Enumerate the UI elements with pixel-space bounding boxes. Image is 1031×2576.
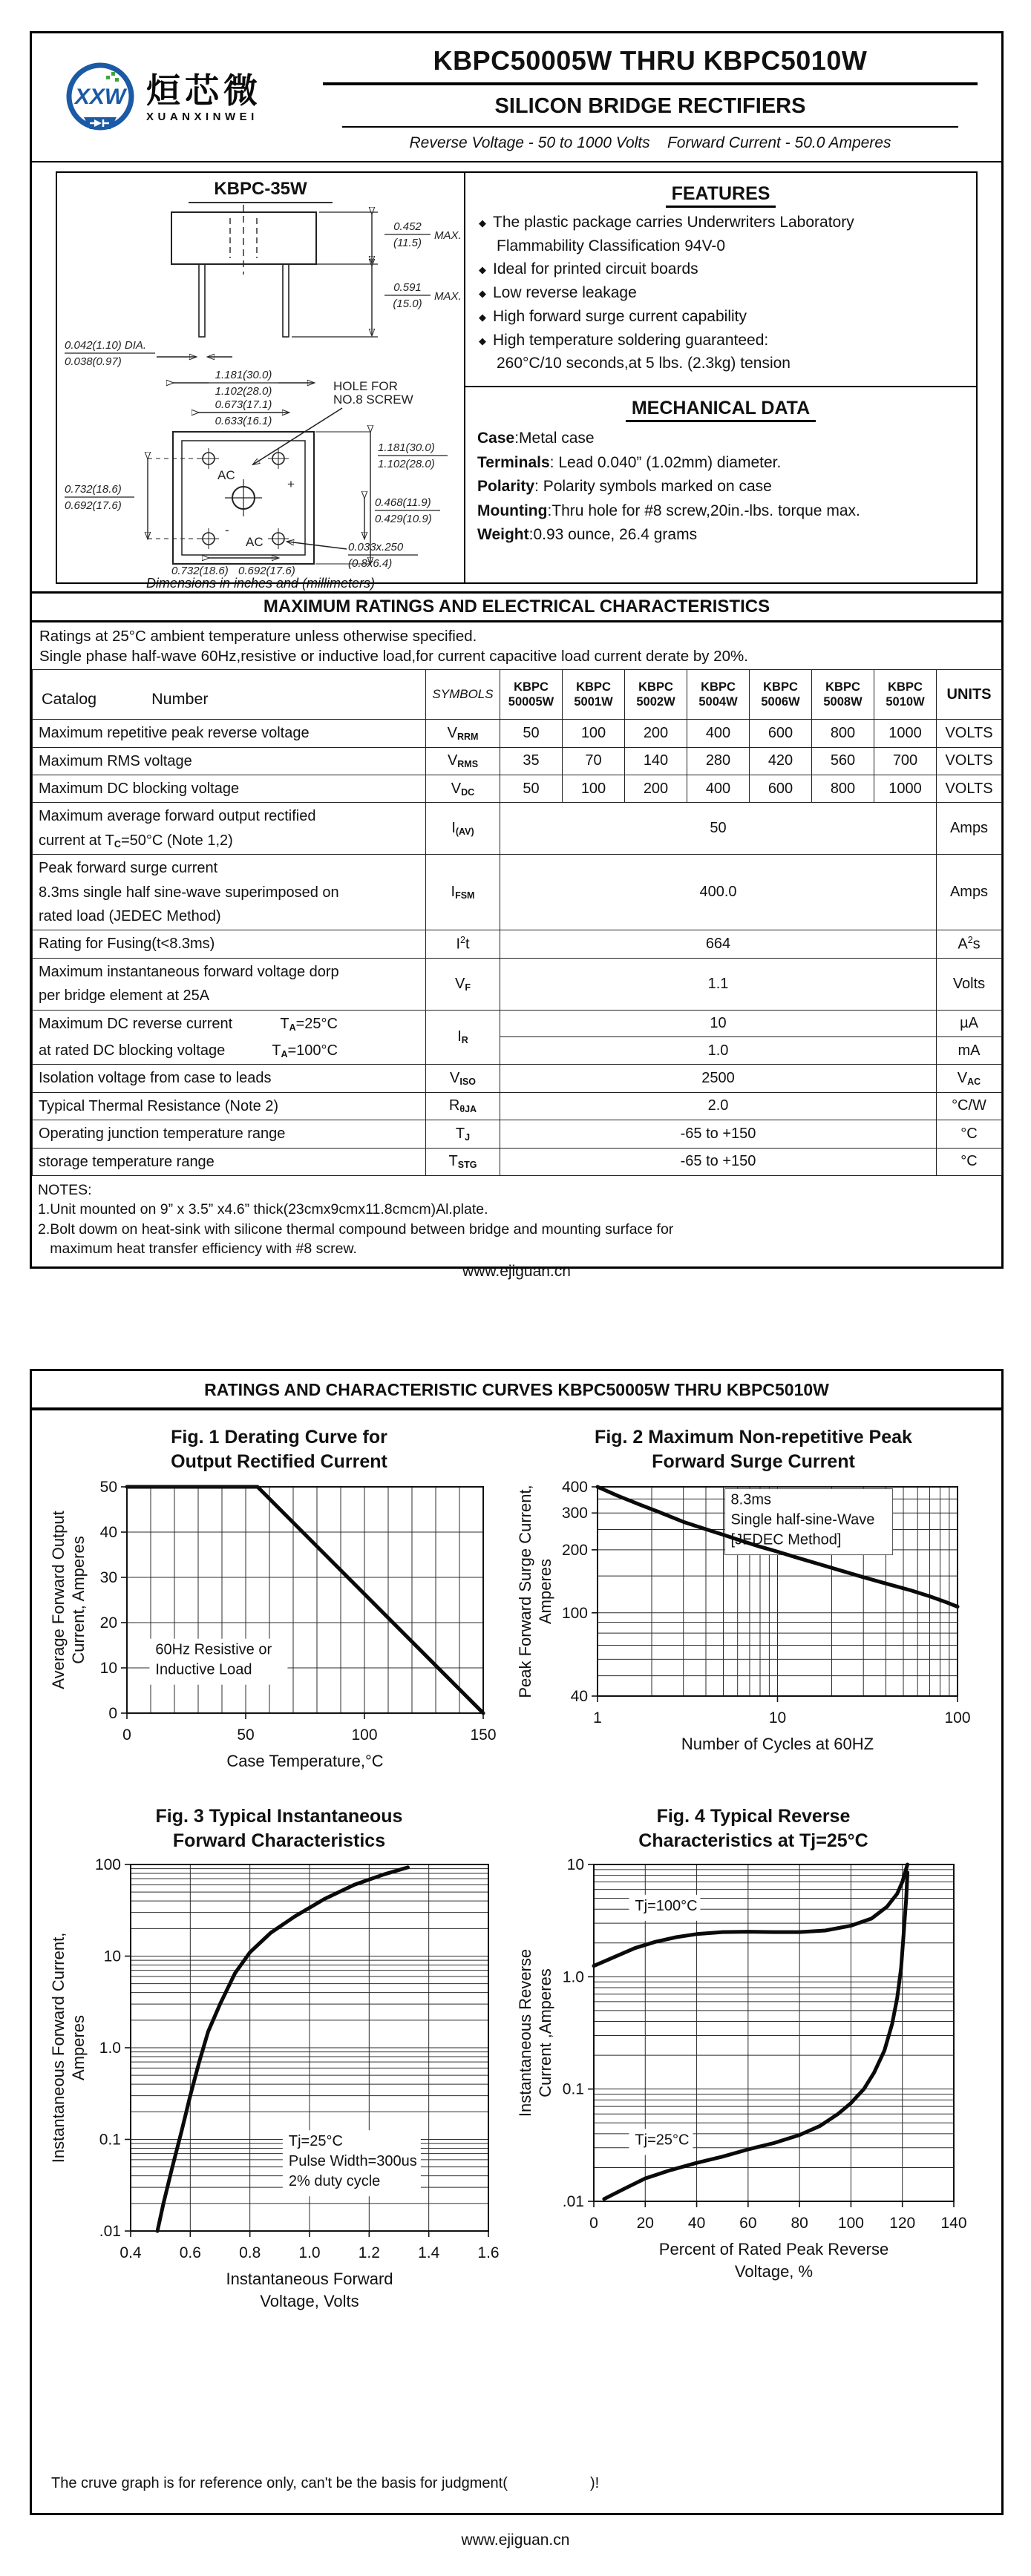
x-axis-label: Number of Cycles at 60HZ xyxy=(681,1735,874,1753)
figure-title-line: Characteristics at Tj=25°C xyxy=(638,1830,868,1851)
y-tick-label: 40 xyxy=(570,1688,588,1705)
value-cell: 50 xyxy=(500,775,563,803)
x-axis-label: Case Temperature,°C xyxy=(226,1752,384,1770)
symbols-header: SYMBOLS xyxy=(426,670,500,720)
chart-annotation: 2% duty cycle xyxy=(288,2173,381,2190)
fig3-svg xyxy=(49,1853,509,2331)
dim-right-full-mm: 1.102(28.0) xyxy=(378,458,435,470)
hole-label-2: NO.8 SCREW xyxy=(333,392,413,407)
dim-slot-mm: (0.8x6.4) xyxy=(348,557,393,570)
fig1-svg xyxy=(49,1473,509,1789)
dim-lead-length-in: 0.591 xyxy=(393,281,422,294)
figure-2-chart xyxy=(516,1473,991,1774)
param-cell: Peak forward surge current 8.3ms single half sine-wave superimposed on rated load (JEDEC Method) xyxy=(33,855,426,930)
param-cell: Operating junction temperature range xyxy=(33,1120,426,1148)
feature-item xyxy=(477,283,964,303)
table-row xyxy=(33,803,1002,855)
dim-bottom-in: 0.732(18.6) xyxy=(171,565,229,577)
value-cell: 200 xyxy=(625,720,687,747)
curves-banner: RATINGS AND CHARACTERISTIC CURVES KBPC50005W THRU KBPC5010W xyxy=(32,1371,1001,1410)
value-cell: 1.1 xyxy=(500,958,937,1010)
company-logo xyxy=(62,44,307,152)
x-tick-label: 1.6 xyxy=(477,2244,500,2261)
units-cell: VOLTS xyxy=(937,747,1002,775)
feature-text: High temperature soldering guaranteed: xyxy=(493,331,769,349)
y-tick-label: 100 xyxy=(94,1856,121,1873)
figure-3-title xyxy=(156,1804,403,1853)
symbol-cell: TSTG xyxy=(426,1148,500,1175)
page-subtitle: SILICON BRIDGE RECTIFIERS xyxy=(494,94,806,118)
table-row xyxy=(33,1037,1002,1065)
feature-item xyxy=(477,306,964,327)
table-row xyxy=(33,720,1002,747)
x-tick-label: 150 xyxy=(470,1726,497,1744)
figure-4-title xyxy=(638,1804,868,1853)
feature-text: Low reverse leakage xyxy=(493,284,637,302)
dim-max-label: MAX. xyxy=(434,229,462,242)
x-tick-label: 100 xyxy=(351,1726,378,1744)
value-cell: 140 xyxy=(625,747,687,775)
mech-label: Polarity xyxy=(477,478,535,496)
y-axis-label: Instantaneous Forward Current, xyxy=(49,1932,68,2163)
value-cell: 400.0 xyxy=(500,855,937,930)
dim-left-mm: 0.692(17.6) xyxy=(65,499,122,512)
units-cell: VAC xyxy=(937,1065,1002,1092)
x-tick-label: 40 xyxy=(687,2215,706,2232)
feature-text: High forward surge current capability xyxy=(493,307,747,325)
units-cell: VOLTS xyxy=(937,775,1002,803)
param-cell: Maximum average forward output rectified current at TC=50°C (Note 1,2) xyxy=(33,803,426,855)
y-tick-label: 0.1 xyxy=(99,2131,121,2149)
symbol-cell: VF xyxy=(426,958,500,1010)
table-row xyxy=(33,775,1002,803)
feature-item xyxy=(477,330,964,351)
logo-letters: XXW xyxy=(74,85,126,109)
units-cell: $A^2s$ xyxy=(937,930,1002,958)
figure-4-chart xyxy=(516,1853,991,2305)
value-cell: 50 xyxy=(500,803,937,855)
y-tick-label: 10 xyxy=(103,1948,121,1965)
logo-text xyxy=(146,73,262,122)
x-tick-label: 0 xyxy=(589,2215,598,2232)
units-cell: mA xyxy=(937,1037,1002,1065)
dim-max-label2: MAX. xyxy=(434,290,462,303)
device-column-header: KBPC 5004W xyxy=(687,670,750,720)
y-tick-label: 20 xyxy=(99,1614,117,1632)
device-column-header: KBPC 5002W xyxy=(625,670,687,720)
y-axis-label: Average Forward Output xyxy=(49,1511,68,1689)
figure-title-line: Output Rectified Current xyxy=(171,1450,387,1472)
chart-annotation: Pulse Width=300us xyxy=(288,2153,417,2170)
symbol-cell: VDC xyxy=(426,775,500,803)
package-drawing-box xyxy=(56,171,465,591)
x-tick-label: 0 xyxy=(122,1726,131,1744)
x-tick-label: 20 xyxy=(636,2215,654,2232)
value-cell: 10 xyxy=(500,1010,937,1037)
terminal-ac-label-2: AC xyxy=(246,535,264,549)
device-column-header: KBPC 5006W xyxy=(750,670,812,720)
mechanical-data-section xyxy=(465,387,976,582)
hole-label-1: HOLE FOR xyxy=(333,379,398,393)
package-name: KBPC-35W xyxy=(189,177,332,203)
x-tick-label: 100 xyxy=(944,1709,971,1726)
y-axis-label: Instantaneous Reverse xyxy=(516,1948,534,2117)
x-tick-label: 1.0 xyxy=(298,2244,321,2261)
x-tick-label: 1.4 xyxy=(418,2244,440,2261)
mech-value: : Polarity symbols marked on case xyxy=(534,478,772,496)
dim-left-in: 0.732(18.6) xyxy=(65,483,122,496)
figure-3-chart xyxy=(49,1853,509,2335)
y-tick-label: 1.0 xyxy=(562,1968,584,1986)
value-cell: 700 xyxy=(874,747,937,775)
mechanical-title: MECHANICAL DATA xyxy=(626,398,816,422)
figure-grid xyxy=(32,1410,1001,2335)
value-cell: 1000 xyxy=(874,720,937,747)
y-axis-label: Peak Forward Surge Current, xyxy=(516,1485,534,1698)
page-title: KBPC50005W THRU KBPC5010W xyxy=(433,45,868,76)
dim-right-full-in: 1.181(30.0) xyxy=(378,441,435,454)
y-tick-label: 400 xyxy=(561,1479,588,1496)
notes-title: NOTES: xyxy=(38,1181,92,1198)
chart-annotation: 8.3ms xyxy=(730,1491,772,1508)
datasheet-page-1 xyxy=(30,31,1004,1281)
x-tick-label: 80 xyxy=(791,2215,808,2232)
chart-annotation: Tj=100°C xyxy=(635,1897,698,1914)
figure-title-line: Forward Characteristics xyxy=(172,1830,386,1851)
fig4-svg xyxy=(516,1853,991,2301)
figure-2-title xyxy=(595,1425,912,1473)
feature-item xyxy=(477,212,964,233)
y-tick-label: 40 xyxy=(99,1524,117,1541)
dim-hole-span-in: 0.673(17.1) xyxy=(215,398,272,411)
figure-title-line: Fig. 3 Typical Instantaneous xyxy=(155,1806,403,1827)
param-cell: Typical Thermal Resistance (Note 2) xyxy=(33,1092,426,1120)
x-axis-label: Percent of Rated Peak Reverse xyxy=(658,2240,889,2258)
dim-lead-dia-in: 0.042(1.10) DIA. xyxy=(65,339,147,352)
value-cell: 400 xyxy=(687,775,750,803)
chart-annotation: Tj=25°C xyxy=(288,2133,343,2150)
dim-right-part-in: 0.468(11.9) xyxy=(375,496,431,509)
features-section xyxy=(465,173,976,387)
ratings-condition-2: Single phase half-wave 60Hz,resistive or inductive load,for current capacitive load current derate by 20%. xyxy=(39,647,748,665)
diamond-bullet-icon: ◆ xyxy=(479,335,486,346)
subtitle-rule xyxy=(342,126,958,128)
drawing-caption: Dimensions in inches and (millimeters) xyxy=(145,576,376,591)
mech-label: Mounting xyxy=(477,502,548,519)
dim-right-part-mm: 0.429(10.9) xyxy=(375,513,432,525)
y-axis-label: Current ,Amperes xyxy=(536,1968,554,2097)
y-tick-label: 1.0 xyxy=(99,2040,121,2057)
y-tick-label: .01 xyxy=(99,2223,121,2240)
value-cell: 2500 xyxy=(500,1065,937,1092)
y-tick-label: 30 xyxy=(99,1569,117,1586)
ratings-table xyxy=(32,669,1002,1176)
x-tick-label: 10 xyxy=(768,1709,787,1726)
value-cell: 50 xyxy=(500,720,563,747)
table-row xyxy=(33,855,1002,930)
x-tick-label: 1.2 xyxy=(358,2244,380,2261)
value-cell: 2.0 xyxy=(500,1092,937,1120)
value-cell: 100 xyxy=(563,775,625,803)
mech-row xyxy=(477,475,964,499)
y-tick-label: 300 xyxy=(561,1505,588,1522)
chart-annotation: 60Hz Resistive or xyxy=(155,1641,272,1658)
dim-outer-width-in: 1.181(30.0) xyxy=(215,369,272,381)
ratings-banner: MAXIMUM RATINGS AND ELECTRICAL CHARACTERISTICS xyxy=(32,591,1001,622)
feature-text: The plastic package carries Underwriters Laboratory xyxy=(493,214,854,231)
note-line: maximum heat transfer efficiency with #8 screw. xyxy=(38,1240,357,1257)
units-cell: Volts xyxy=(937,958,1002,1010)
y-tick-label: 100 xyxy=(561,1604,588,1622)
mech-value: :0.93 ounce, 26.4 grams xyxy=(528,526,698,544)
right-column xyxy=(465,171,978,584)
value-cell: 664 xyxy=(500,930,937,958)
mech-value: :Metal case xyxy=(514,430,595,447)
y-tick-label: 10 xyxy=(99,1660,117,1677)
y-tick-label: 0 xyxy=(108,1705,117,1722)
feature-item-cont: 260°C/10 seconds,at 5 lbs. (2.3kg) tension xyxy=(497,355,791,372)
terminal-minus-label: - xyxy=(225,523,229,537)
note-line: 1.Unit mounted on 9” x 3.5” x4.6” thick(23cmx9cmx11.8cmcm)Al.plate. xyxy=(38,1201,488,1218)
dim-lead-length-mm: (15.0) xyxy=(393,298,422,310)
symbol-cell: TJ xyxy=(426,1120,500,1148)
symbol-cell: VISO xyxy=(426,1065,500,1092)
table-row xyxy=(33,1010,1002,1037)
dim-outer-width-mm: 1.102(28.0) xyxy=(215,385,272,398)
dim-lead-dia-mm: 0.038(0.97) xyxy=(65,355,122,368)
figure-title-line: Fig. 4 Typical Reverse xyxy=(656,1806,851,1827)
fig2-svg xyxy=(516,1473,991,1770)
value-cell: 70 xyxy=(563,747,625,775)
param-cell: Maximum DC blocking voltage xyxy=(33,775,426,803)
feature-text: Ideal for printed circuit boards xyxy=(493,260,698,278)
notes-section xyxy=(32,1176,1001,1263)
figure-1-title xyxy=(171,1425,387,1473)
x-tick-label: 50 xyxy=(237,1726,255,1744)
x-tick-label: 0.4 xyxy=(120,2244,142,2261)
mech-row xyxy=(477,427,964,451)
device-column-header: KBPC 5010W xyxy=(874,670,937,720)
diamond-bullet-icon: ◆ xyxy=(479,311,486,323)
value-cell: -65 to +150 xyxy=(500,1120,937,1148)
table-row xyxy=(33,930,1002,958)
param-cell: storage temperature range xyxy=(33,1148,426,1175)
table-row xyxy=(33,1092,1002,1120)
device-column-header: KBPC 5001W xyxy=(563,670,625,720)
symbol-cell: RθJA xyxy=(426,1092,500,1120)
units-cell: VOLTS xyxy=(937,720,1002,747)
symbol-cell: VRRM xyxy=(426,720,500,747)
feature-item-cont: Flammability Classification 94V-0 xyxy=(497,237,726,254)
x-tick-label: 60 xyxy=(739,2215,757,2232)
table-row xyxy=(33,747,1002,775)
y-tick-label: 10 xyxy=(566,1856,584,1873)
x-tick-label: 120 xyxy=(889,2215,916,2232)
mech-label: Case xyxy=(477,430,515,447)
mech-label: Weight xyxy=(477,526,529,544)
figure-title-line: Forward Surge Current xyxy=(652,1450,855,1472)
x-axis-label: Voltage, % xyxy=(734,2262,814,2281)
symbol-cell: IFSM xyxy=(426,855,500,930)
device-column-header: KBPC 5008W xyxy=(812,670,874,720)
x-tick-label: 140 xyxy=(940,2215,967,2232)
x-axis-label: Instantaneous Forward xyxy=(226,2270,393,2288)
figure-4 xyxy=(516,1793,991,2305)
logo-english-name: XUANXINWEI xyxy=(146,110,258,123)
param-cell: Maximum instantaneous forward voltage dorp per bridge element at 25A xyxy=(33,958,426,1010)
figure-1 xyxy=(49,1413,509,1793)
figure-1-chart xyxy=(49,1473,509,1793)
y-tick-label: .01 xyxy=(562,2193,584,2210)
table-header-row xyxy=(33,670,1002,720)
value-cell: -65 to +150 xyxy=(500,1148,937,1175)
units-cell: °C xyxy=(937,1120,1002,1148)
feature-item xyxy=(477,259,964,280)
mech-label: Terminals xyxy=(477,453,550,471)
ratings-conditions xyxy=(32,622,1001,669)
symbol-cell: $I^2t$ xyxy=(426,930,500,958)
value-cell: 560 xyxy=(812,747,874,775)
units-cell: °C/W xyxy=(937,1092,1002,1120)
y-tick-label: 200 xyxy=(561,1541,588,1559)
y-tick-label: 0.1 xyxy=(562,2080,584,2098)
mech-row xyxy=(477,523,964,548)
param-cell: Isolation voltage from case to leads xyxy=(33,1065,426,1092)
x-tick-label: 1 xyxy=(593,1709,602,1726)
datasheet-page-2 xyxy=(30,1369,1004,2515)
value-cell: 600 xyxy=(750,720,812,747)
header-divider xyxy=(32,161,1001,162)
chart-annotation: Inductive Load xyxy=(155,1661,252,1678)
param-cell: at rated DC blocking voltage TA=100°C xyxy=(33,1037,426,1065)
mech-value: :Thru hole for #8 screw,20in.-lbs. torque max. xyxy=(547,502,860,519)
x-tick-label: 0.6 xyxy=(179,2244,201,2261)
features-title: FEATURES xyxy=(666,183,776,208)
package-outline-drawing xyxy=(60,203,461,578)
value-cell: 800 xyxy=(812,775,874,803)
x-axis-label: Voltage, Volts xyxy=(260,2292,359,2310)
chart-annotation: Single half-sine-Wave xyxy=(730,1511,875,1528)
figure-2 xyxy=(516,1413,991,1774)
value-cell: 420 xyxy=(750,747,812,775)
value-cell: 100 xyxy=(563,720,625,747)
table-row xyxy=(33,958,1002,1010)
table-row xyxy=(33,1065,1002,1092)
y-axis-label: Current, Amperes xyxy=(69,1536,88,1664)
dim-bottom-mm: 0.692(17.6) xyxy=(238,565,295,577)
value-cell: 1.0 xyxy=(500,1037,937,1065)
units-header: UNITS xyxy=(937,670,1002,720)
dim-hole-span-mm: 0.633(16.1) xyxy=(215,415,272,427)
diamond-bullet-icon: ◆ xyxy=(479,217,486,229)
y-axis-label: Amperes xyxy=(536,1558,554,1625)
units-cell: Amps xyxy=(937,803,1002,855)
table-row xyxy=(33,1148,1002,1175)
page1-footer-url[interactable]: www.ejiguan.cn xyxy=(462,1263,571,1281)
param-cell: Maximum repetitive peak reverse voltage xyxy=(33,720,426,747)
mech-row xyxy=(477,499,964,524)
catalog-header: Catalog Number xyxy=(33,670,426,720)
value-cell: 35 xyxy=(500,747,563,775)
x-tick-label: 100 xyxy=(837,2215,864,2232)
value-cell: 400 xyxy=(687,720,750,747)
figure-title-line: Fig. 1 Derating Curve for xyxy=(171,1427,387,1448)
symbol-cell: VRMS xyxy=(426,747,500,775)
param-cell: Rating for Fusing(t<8.3ms) xyxy=(33,930,426,958)
param-cell: Maximum RMS voltage xyxy=(33,747,426,775)
terminal-plus-label: + xyxy=(287,477,295,491)
ratings-tagline: Reverse Voltage - 50 to 1000 Volts Forward Current - 50.0 Amperes xyxy=(409,134,891,151)
x-tick-label: 0.8 xyxy=(239,2244,261,2261)
value-cell: 600 xyxy=(750,775,812,803)
value-cell: 1000 xyxy=(874,775,937,803)
table-row xyxy=(33,1120,1002,1148)
chart-annotation: [JEDEC Method] xyxy=(730,1531,842,1548)
symbol-cell: IR xyxy=(426,1010,500,1065)
disclaimer-text: The cruve graph is for reference only, can't be the basis for judgment( )! xyxy=(51,2475,600,2491)
value-cell: 280 xyxy=(687,747,750,775)
mech-value: : Lead 0.040” (1.02mm) diameter. xyxy=(549,453,782,471)
title-rule xyxy=(323,82,978,85)
page2-footer-url[interactable]: www.ejiguan.cn xyxy=(461,2531,570,2549)
y-axis-label: Amperes xyxy=(69,2014,88,2081)
content-columns xyxy=(56,171,978,591)
ratings-table-host xyxy=(32,669,1001,1176)
units-cell: °C xyxy=(937,1148,1002,1175)
units-cell: µA xyxy=(937,1010,1002,1037)
note-line: 2.Bolt dowm on heat-sink with silicone thermal compound between bridge and mounting surface for xyxy=(38,1220,674,1238)
diamond-bullet-icon: ◆ xyxy=(479,288,486,300)
figure-title-line: Fig. 2 Maximum Non-repetitive Peak xyxy=(595,1427,912,1448)
units-cell: Amps xyxy=(937,855,1002,930)
logo-chinese-name: 烜芯微 xyxy=(146,71,262,111)
y-tick-label: 50 xyxy=(99,1479,117,1496)
ratings-condition-1: Ratings at 25°C ambient temperature unless otherwise specified. xyxy=(39,628,477,645)
value-cell: 800 xyxy=(812,720,874,747)
axis-ticks xyxy=(100,1479,497,1744)
diamond-bullet-icon: ◆ xyxy=(479,264,486,276)
header-title-block xyxy=(307,44,988,152)
dim-slot-in: 0.033x.250 xyxy=(348,541,404,553)
logo-mark-icon xyxy=(62,59,139,137)
param-cell: Maximum DC reverse current TA=25°C xyxy=(33,1010,426,1037)
dim-body-height-in: 0.452 xyxy=(393,220,422,233)
symbol-cell: I(AV) xyxy=(426,803,500,855)
mech-row xyxy=(477,451,964,476)
value-cell: 200 xyxy=(625,775,687,803)
device-column-header: KBPC 50005W xyxy=(500,670,563,720)
header xyxy=(32,33,1001,152)
figure-3 xyxy=(49,1793,509,2335)
dim-body-height-mm: (11.5) xyxy=(393,237,422,249)
terminal-ac-label-1: AC xyxy=(217,468,235,482)
chart-annotation: Tj=25°C xyxy=(635,2132,690,2149)
